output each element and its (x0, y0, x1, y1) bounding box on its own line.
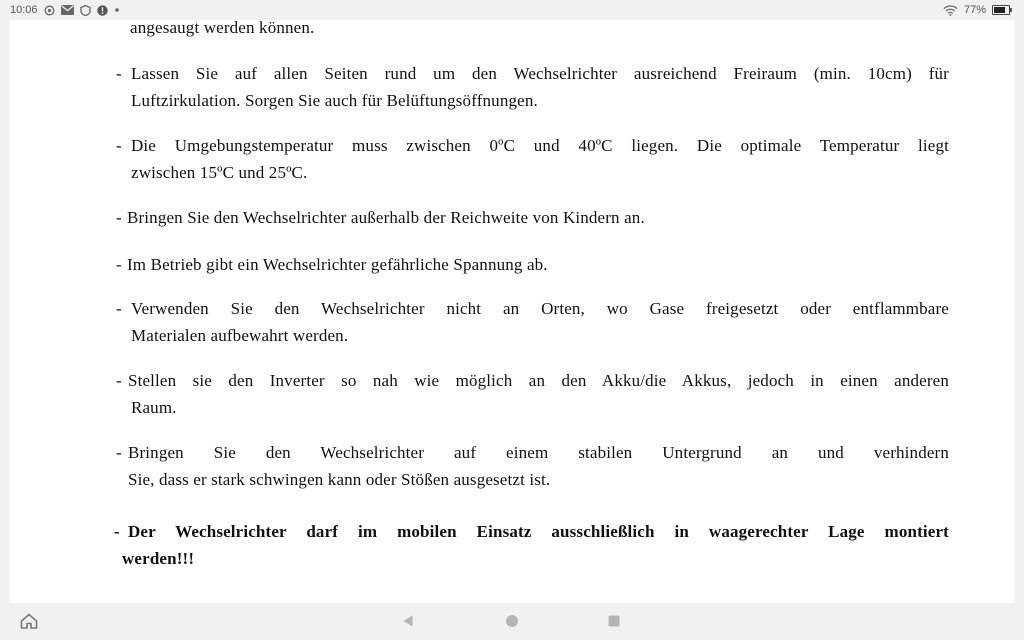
top-fragment: angesaugt werden können. (130, 20, 315, 37)
bullet-text-line: Luftzirkulation. Sorgen Sie auch für Belüftungsöffnungen. (131, 91, 538, 110)
navigation-bar (0, 603, 1024, 640)
bullet-text-line-bold: Der Wechselrichter darf im mobilen Einsatz ausschließlich in waagerechter Lage montiert (128, 522, 949, 541)
back-icon[interactable] (398, 611, 418, 631)
bullet-text-line: Im Betrieb gibt ein Wechselrichter gefährliche Spannung ab. (127, 255, 548, 274)
bullet-text-line: Sie, dass er stark schwingen kann oder Stößen ausgesetzt ist. (128, 470, 551, 489)
home-circle-icon[interactable] (502, 611, 522, 631)
bullet-text-line: Verwenden Sie den Wechselrichter nicht an Orten, wo Gase freigesetzt oder entflammbare (131, 299, 949, 318)
bullet-dash: - (116, 371, 122, 390)
bullet-text-line: Raum. (131, 398, 177, 417)
recents-icon[interactable] (604, 611, 624, 631)
status-right (943, 0, 1012, 20)
bullet-text-line: Stellen sie den Inverter so nah wie möglich an den Akku/die Akkus, jedoch in einen anderen (128, 371, 949, 390)
bullet-dash: - (116, 208, 122, 227)
bullet-dash: - (116, 255, 122, 274)
battery-icon (992, 5, 1012, 15)
alert-icon (97, 5, 108, 16)
bullet-dash: - (116, 443, 122, 462)
home-icon[interactable] (18, 611, 40, 631)
status-bar (0, 0, 1024, 20)
dot-icon (114, 7, 120, 13)
mail-icon (61, 5, 74, 15)
bullet-text-line: Materialen aufbewahrt werden. (131, 326, 349, 345)
bullet-dash: - (114, 522, 120, 541)
bullet-text-line: Die Umgebungstemperatur muss zwischen 0ºC und 40ºC liegen. Die optimale Temperatur liegt (131, 136, 949, 155)
bullet-dash: - (116, 136, 122, 155)
bullet-text-line: Bringen Sie den Wechselrichter auf einem stabilen Untergrund an und verhindern (128, 443, 949, 462)
document-page[interactable] (9, 20, 1015, 603)
bullet-dash: - (116, 299, 122, 318)
shield-icon (80, 5, 91, 16)
bullet-text-line: zwischen 15ºC und 25ºC. (131, 163, 308, 182)
app-icon (44, 5, 55, 16)
status-left (10, 0, 120, 20)
bullet-text-line-bold: werden!!! (122, 549, 195, 568)
bullet-text-line: Lassen Sie auf allen Seiten rund um den Wechselrichter ausreichend Freiraum (min. 10cm) für (131, 64, 949, 83)
battery-percent: 77% (963, 4, 986, 16)
clock: 10:06 (10, 4, 38, 16)
bullet-dash: - (116, 64, 122, 83)
wifi-icon (943, 5, 958, 16)
bullet-text-line: Bringen Sie den Wechselrichter außerhalb der Reichweite von Kindern an. (127, 208, 645, 227)
